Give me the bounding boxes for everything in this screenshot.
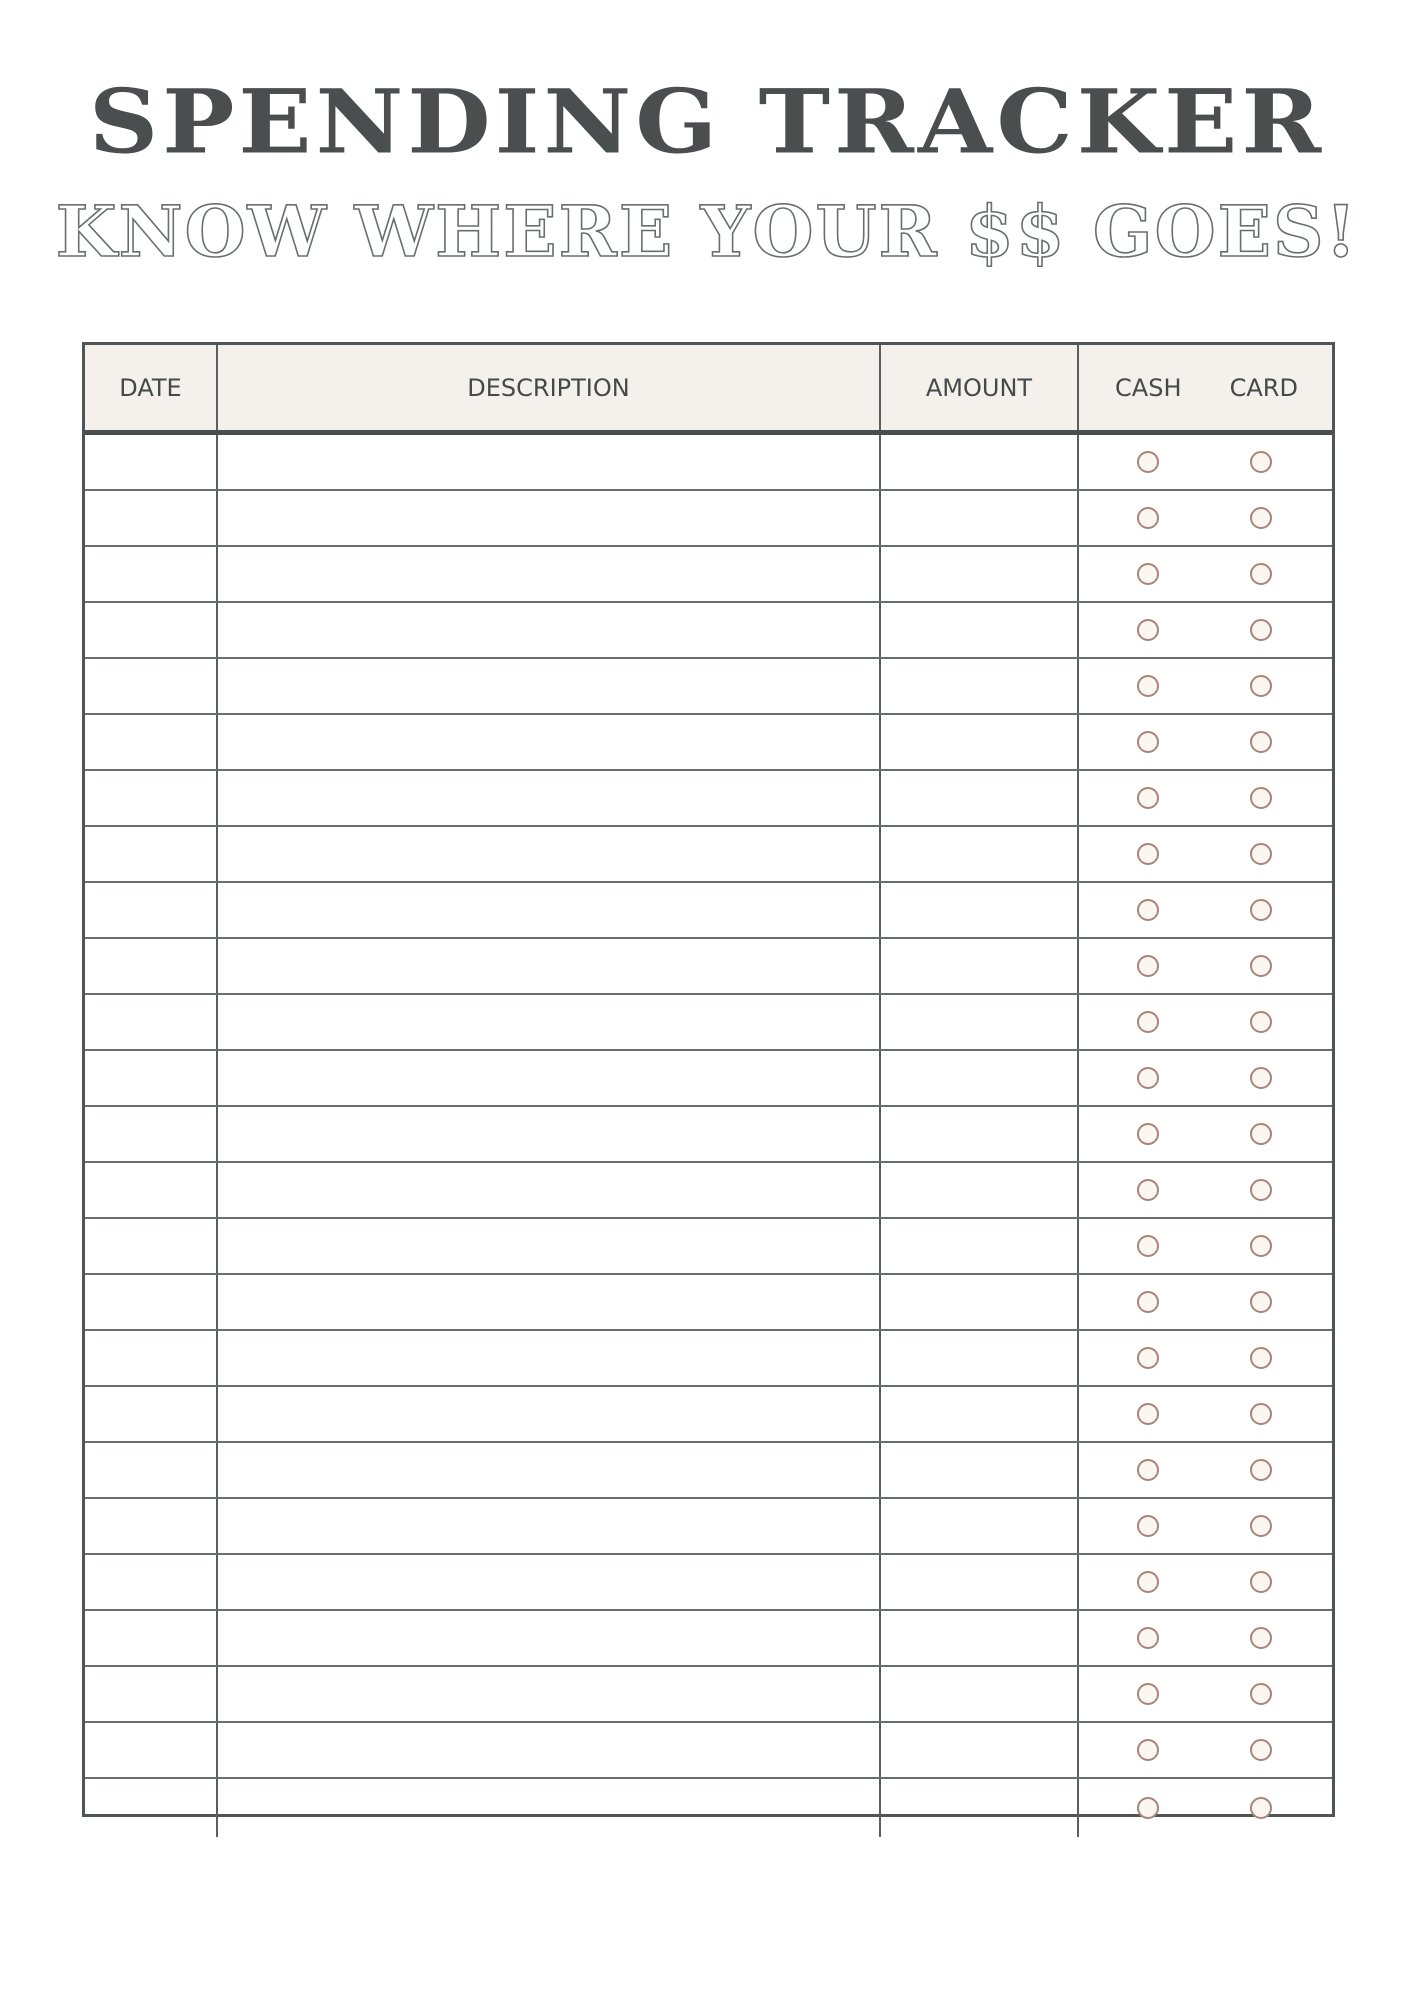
cash-checkbox[interactable] xyxy=(1137,1459,1159,1481)
cash-checkbox[interactable] xyxy=(1137,731,1159,753)
description-cell[interactable] xyxy=(217,1666,880,1722)
date-cell[interactable] xyxy=(85,938,217,994)
table-row xyxy=(85,1218,1332,1274)
table-row xyxy=(85,546,1332,602)
payment-cell xyxy=(1078,1274,1332,1330)
table-row xyxy=(85,714,1332,770)
description-cell[interactable] xyxy=(217,1386,880,1442)
cash-checkbox[interactable] xyxy=(1137,1347,1159,1369)
payment-cell xyxy=(1078,1162,1332,1218)
card-checkbox[interactable] xyxy=(1250,619,1272,641)
column-header-cash: CASH xyxy=(1115,373,1182,402)
card-checkbox[interactable] xyxy=(1250,563,1272,585)
amount-cell[interactable] xyxy=(880,770,1078,826)
description-cell[interactable] xyxy=(217,1050,880,1106)
card-checkbox[interactable] xyxy=(1250,1797,1272,1819)
amount-cell[interactable] xyxy=(880,714,1078,770)
table-row xyxy=(85,602,1332,658)
card-checkbox[interactable] xyxy=(1250,1179,1272,1201)
amount-cell[interactable] xyxy=(880,1442,1078,1498)
card-checkbox[interactable] xyxy=(1250,1011,1272,1033)
table-row xyxy=(85,770,1332,826)
table-row xyxy=(85,882,1332,938)
description-cell[interactable] xyxy=(217,658,880,714)
payment-cell xyxy=(1078,938,1332,994)
page-subtitle: KNOW WHERE YOUR $$ GOES! xyxy=(55,190,1359,273)
cash-checkbox[interactable] xyxy=(1137,1291,1159,1313)
description-cell[interactable] xyxy=(217,490,880,546)
date-cell[interactable] xyxy=(85,433,217,491)
payment-cell xyxy=(1078,1610,1332,1666)
amount-cell[interactable] xyxy=(880,546,1078,602)
column-header-payment xyxy=(1078,345,1332,433)
amount-cell[interactable] xyxy=(880,658,1078,714)
description-cell[interactable] xyxy=(217,1554,880,1610)
page-title: SPENDING TRACKER xyxy=(88,69,1326,174)
amount-cell[interactable] xyxy=(880,433,1078,491)
table-row xyxy=(85,1330,1332,1386)
description-cell[interactable] xyxy=(217,1162,880,1218)
description-cell[interactable] xyxy=(217,1330,880,1386)
date-cell[interactable] xyxy=(85,1218,217,1274)
description-cell[interactable] xyxy=(217,1106,880,1162)
description-cell[interactable] xyxy=(217,882,880,938)
amount-cell[interactable] xyxy=(880,1610,1078,1666)
card-checkbox[interactable] xyxy=(1250,1235,1272,1257)
column-header-card: CARD xyxy=(1229,373,1298,402)
amount-cell[interactable] xyxy=(880,1722,1078,1778)
date-cell[interactable] xyxy=(85,1778,217,1837)
card-checkbox[interactable] xyxy=(1250,1739,1272,1761)
cash-checkbox[interactable] xyxy=(1137,899,1159,921)
column-header-description: DESCRIPTION xyxy=(217,345,880,433)
date-cell[interactable] xyxy=(85,882,217,938)
payment-cell xyxy=(1078,1666,1332,1722)
amount-cell[interactable] xyxy=(880,1162,1078,1218)
description-cell[interactable] xyxy=(217,770,880,826)
card-checkbox[interactable] xyxy=(1250,955,1272,977)
table-row xyxy=(85,1050,1332,1106)
cash-checkbox[interactable] xyxy=(1137,1571,1159,1593)
card-checkbox[interactable] xyxy=(1250,451,1272,473)
payment-cell xyxy=(1078,882,1332,938)
description-cell[interactable] xyxy=(217,1218,880,1274)
cash-checkbox[interactable] xyxy=(1137,1683,1159,1705)
description-cell[interactable] xyxy=(217,826,880,882)
spending-table xyxy=(85,345,1332,1837)
table-header-row xyxy=(85,345,1332,433)
table-row xyxy=(85,1274,1332,1330)
table-row xyxy=(85,826,1332,882)
amount-cell[interactable] xyxy=(880,1106,1078,1162)
amount-cell[interactable] xyxy=(880,994,1078,1050)
payment-cell xyxy=(1078,1554,1332,1610)
date-cell[interactable] xyxy=(85,826,217,882)
description-cell[interactable] xyxy=(217,1442,880,1498)
payment-cell xyxy=(1078,1442,1332,1498)
table-row xyxy=(85,1106,1332,1162)
amount-cell[interactable] xyxy=(880,1050,1078,1106)
date-cell[interactable] xyxy=(85,1666,217,1722)
cash-checkbox[interactable] xyxy=(1137,1739,1159,1761)
payment-cell xyxy=(1078,658,1332,714)
payment-cell xyxy=(1078,1330,1332,1386)
payment-cell xyxy=(1078,826,1332,882)
payment-cell xyxy=(1078,1498,1332,1554)
table-row xyxy=(85,938,1332,994)
payment-cell xyxy=(1078,1218,1332,1274)
payment-cell xyxy=(1078,994,1332,1050)
date-cell[interactable] xyxy=(85,1274,217,1330)
amount-cell[interactable] xyxy=(880,602,1078,658)
card-checkbox[interactable] xyxy=(1250,1291,1272,1313)
card-checkbox[interactable] xyxy=(1250,1403,1272,1425)
amount-cell[interactable] xyxy=(880,1666,1078,1722)
amount-cell[interactable] xyxy=(880,1778,1078,1837)
description-cell[interactable] xyxy=(217,1722,880,1778)
table-row xyxy=(85,490,1332,546)
date-cell[interactable] xyxy=(85,770,217,826)
card-checkbox[interactable] xyxy=(1250,1459,1272,1481)
amount-cell[interactable] xyxy=(880,938,1078,994)
card-checkbox[interactable] xyxy=(1250,1515,1272,1537)
table-row xyxy=(85,1778,1332,1837)
cash-checkbox[interactable] xyxy=(1137,1403,1159,1425)
spending-table-frame xyxy=(82,342,1335,1817)
column-header-date: DATE xyxy=(85,345,217,433)
description-cell[interactable] xyxy=(217,1610,880,1666)
cash-checkbox[interactable] xyxy=(1137,1797,1159,1819)
date-cell[interactable] xyxy=(85,1442,217,1498)
description-cell[interactable] xyxy=(217,602,880,658)
card-checkbox[interactable] xyxy=(1250,1683,1272,1705)
amount-cell[interactable] xyxy=(880,1218,1078,1274)
amount-cell[interactable] xyxy=(880,882,1078,938)
payment-cell xyxy=(1078,1386,1332,1442)
card-checkbox[interactable] xyxy=(1250,1123,1272,1145)
date-cell[interactable] xyxy=(85,1162,217,1218)
table-row xyxy=(85,1498,1332,1554)
payment-cell xyxy=(1078,602,1332,658)
date-cell[interactable] xyxy=(85,1050,217,1106)
cash-checkbox[interactable] xyxy=(1137,507,1159,529)
card-checkbox[interactable] xyxy=(1250,1571,1272,1593)
payment-cell xyxy=(1078,546,1332,602)
date-cell[interactable] xyxy=(85,1610,217,1666)
amount-cell[interactable] xyxy=(880,1274,1078,1330)
card-checkbox[interactable] xyxy=(1250,731,1272,753)
amount-cell[interactable] xyxy=(880,1498,1078,1554)
table-row xyxy=(85,994,1332,1050)
date-cell[interactable] xyxy=(85,1386,217,1442)
card-checkbox[interactable] xyxy=(1250,507,1272,529)
table-row xyxy=(85,658,1332,714)
cash-checkbox[interactable] xyxy=(1137,955,1159,977)
cash-checkbox[interactable] xyxy=(1137,1515,1159,1537)
cash-checkbox[interactable] xyxy=(1137,1123,1159,1145)
date-cell[interactable] xyxy=(85,1554,217,1610)
column-header-amount: AMOUNT xyxy=(880,345,1078,433)
payment-cell xyxy=(1078,1778,1332,1837)
date-cell[interactable] xyxy=(85,546,217,602)
description-cell[interactable] xyxy=(217,433,880,491)
payment-cell xyxy=(1078,433,1332,491)
payment-cell xyxy=(1078,1050,1332,1106)
amount-cell[interactable] xyxy=(880,490,1078,546)
date-cell[interactable] xyxy=(85,1722,217,1778)
description-cell[interactable] xyxy=(217,714,880,770)
card-checkbox[interactable] xyxy=(1250,787,1272,809)
payment-cell xyxy=(1078,714,1332,770)
cash-checkbox[interactable] xyxy=(1137,619,1159,641)
cash-checkbox[interactable] xyxy=(1137,843,1159,865)
description-cell[interactable] xyxy=(217,1498,880,1554)
cash-checkbox[interactable] xyxy=(1137,563,1159,585)
card-checkbox[interactable] xyxy=(1250,675,1272,697)
amount-cell[interactable] xyxy=(880,1386,1078,1442)
table-row xyxy=(85,1722,1332,1778)
cash-checkbox[interactable] xyxy=(1137,675,1159,697)
date-cell[interactable] xyxy=(85,1106,217,1162)
description-cell[interactable] xyxy=(217,938,880,994)
payment-cell xyxy=(1078,490,1332,546)
description-cell[interactable] xyxy=(217,546,880,602)
date-cell[interactable] xyxy=(85,658,217,714)
description-cell[interactable] xyxy=(217,1274,880,1330)
payment-cell xyxy=(1078,1722,1332,1778)
description-cell[interactable] xyxy=(217,1778,880,1837)
table-body xyxy=(85,433,1332,1838)
amount-cell[interactable] xyxy=(880,1330,1078,1386)
date-cell[interactable] xyxy=(85,714,217,770)
cash-checkbox[interactable] xyxy=(1137,1235,1159,1257)
card-checkbox[interactable] xyxy=(1250,1347,1272,1369)
cash-checkbox[interactable] xyxy=(1137,1179,1159,1201)
table-row xyxy=(85,1610,1332,1666)
date-cell[interactable] xyxy=(85,1498,217,1554)
payment-cell xyxy=(1078,1106,1332,1162)
table-row xyxy=(85,433,1332,491)
date-cell[interactable] xyxy=(85,490,217,546)
table-row xyxy=(85,1666,1332,1722)
amount-cell[interactable] xyxy=(880,826,1078,882)
card-checkbox[interactable] xyxy=(1250,1627,1272,1649)
table-row xyxy=(85,1162,1332,1218)
cash-checkbox[interactable] xyxy=(1137,1011,1159,1033)
cash-checkbox[interactable] xyxy=(1137,1627,1159,1649)
date-cell[interactable] xyxy=(85,1330,217,1386)
card-checkbox[interactable] xyxy=(1250,843,1272,865)
cash-checkbox[interactable] xyxy=(1137,1067,1159,1089)
amount-cell[interactable] xyxy=(880,1554,1078,1610)
cash-checkbox[interactable] xyxy=(1137,787,1159,809)
cash-checkbox[interactable] xyxy=(1137,451,1159,473)
card-checkbox[interactable] xyxy=(1250,1067,1272,1089)
card-checkbox[interactable] xyxy=(1250,899,1272,921)
date-cell[interactable] xyxy=(85,994,217,1050)
table-row xyxy=(85,1442,1332,1498)
table-row xyxy=(85,1554,1332,1610)
table-row xyxy=(85,1386,1332,1442)
payment-cell xyxy=(1078,770,1332,826)
date-cell[interactable] xyxy=(85,602,217,658)
description-cell[interactable] xyxy=(217,994,880,1050)
